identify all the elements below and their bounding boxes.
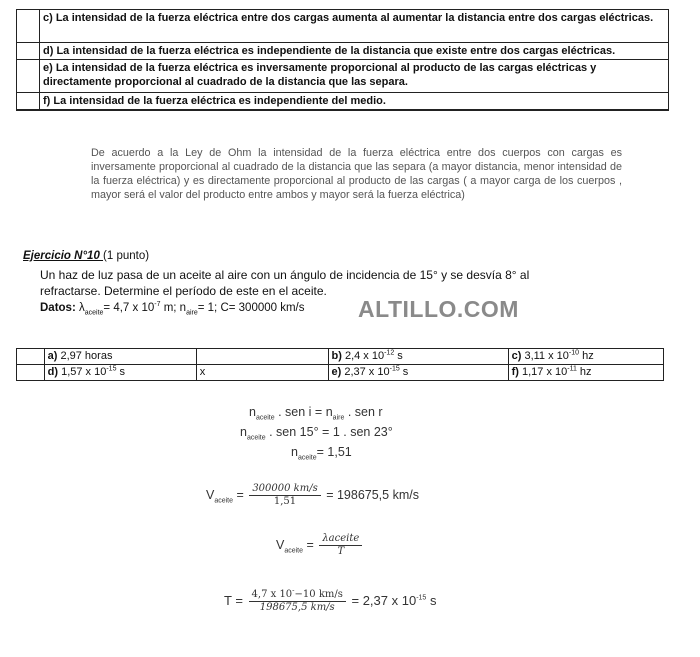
velocity-fraction: $\frac{300000 km/s}{1,51}$ xyxy=(249,483,320,508)
option-mark-cell xyxy=(17,93,40,111)
options-table xyxy=(16,9,669,111)
lambda-exponent: -7 xyxy=(154,301,161,309)
option-e-text: e) La intensidad de la fuerza eléctrica es inversamente proporcional al producto de las cargas eléctricas y directamente proporcional al cuadrado de la distancia que las separa. xyxy=(40,60,669,93)
period-formula: T = $\frac{4,7 x 10^--10 km/s}{198675,5 km/s}$ = 2,37 x $10^{-15}$ s xyxy=(224,586,437,613)
option-row-f xyxy=(17,93,669,111)
option-row-d xyxy=(17,43,669,60)
answer-mark-e: x xyxy=(196,365,328,381)
solution-line-2: $n_{aceite}$ . sen 15° = 1 . sen 23° xyxy=(240,425,393,442)
datos-label: Datos: xyxy=(40,302,76,314)
option-f-text: f) La intensidad de la fuerza eléctrica es independiente del medio. xyxy=(40,93,669,111)
option-mark-cell xyxy=(17,43,40,60)
answer-c: c) 3,11 x $10^{-10}$ hz xyxy=(508,349,663,365)
velocity-formula: $V_{aceite}$ = $\frac{300000 km/s}{1,51}$ = 198675,5 km/s xyxy=(206,483,419,507)
answer-e: e) 2,37 x $10^{-15}$ s xyxy=(328,365,508,381)
lambda-over-t-fraction: $\frac{\text{λaceite}}{T}$ xyxy=(319,533,362,558)
option-d-text: d) La intensidad de la fuerza eléctrica es independiente de la distancia que existe entre dos cargas eléctricas. xyxy=(40,43,669,60)
answer-mark-b xyxy=(196,349,328,365)
exercise-heading xyxy=(23,250,149,262)
answer-a: a) 2,97 horas xyxy=(44,349,196,365)
period-fraction: $\frac{4,7 x 10^--10 km/s}{198675,5 km/s}$ xyxy=(249,589,346,614)
option-row-c xyxy=(17,10,669,43)
answers-row-1 xyxy=(17,349,664,365)
exercise-points: (1 punto) xyxy=(103,250,150,262)
answer-b: b) 2,4 x $10^{-12}$ s xyxy=(328,349,508,365)
solution-line-1: $n_{aceite}$ . sen $i = n_{aire}$ . sen r xyxy=(249,405,383,422)
n-value: = 1; C= 300000 km/s xyxy=(197,302,305,314)
exercise-statement: Un haz de luz pasa de un aceite al aire con un ángulo de incidencia de 15° y se desvía 8° al refractarse. Determine el período de este en el aceite. xyxy=(40,268,530,298)
option-row-e xyxy=(17,60,669,93)
answer-f: f) 1,17 x $10^{-11}$ hz xyxy=(508,365,663,381)
lambda-value: = 4,7 x 10 xyxy=(103,302,155,314)
exercise-title: Ejercicio N°10 xyxy=(23,250,104,262)
watermark-logo: ALTILLO.COM xyxy=(358,296,519,322)
answer-mark-a xyxy=(17,349,45,365)
answers-row-2 xyxy=(17,365,664,381)
n-subscript: aire xyxy=(186,309,198,317)
answer-mark-d xyxy=(17,365,45,381)
lambda-subscript: aceite xyxy=(84,309,104,317)
solution-line-3: $n_{aceite}= 1,51$ xyxy=(291,445,352,462)
lambda-symbol: λ xyxy=(78,302,85,314)
option-mark-cell xyxy=(17,10,40,43)
option-mark-cell xyxy=(17,60,40,93)
lambda-unit: m; n xyxy=(160,302,187,314)
explanation-paragraph: De acuerdo a la Ley de Ohm la intensidad de la fuerza eléctrica entre dos cuerpos con cargas es inversamente proporcional al cuadrado de la distancia que las separa (a mayor distancia, menor intensidad de la fuerza eléctrica) y es directamente proporcional al producto de las cargas ( a mayor carga de los cuerpos , mayor será el valor del producto entre ambos y mayor será la fuerza eléctrica) xyxy=(91,147,622,201)
answer-d: d) 1,57 x $10^{-15}$ s xyxy=(44,365,196,381)
velocity-definition: $V_{aceite}$ = $\frac{\text{λaceite}}{T}$ xyxy=(276,533,364,558)
option-c-text: c) La intensidad de la fuerza eléctrica entre dos cargas aumenta al aumentar la distancia entre dos cargas eléctricas. xyxy=(40,10,669,43)
answers-table xyxy=(16,348,664,381)
exercise-data xyxy=(40,301,305,317)
